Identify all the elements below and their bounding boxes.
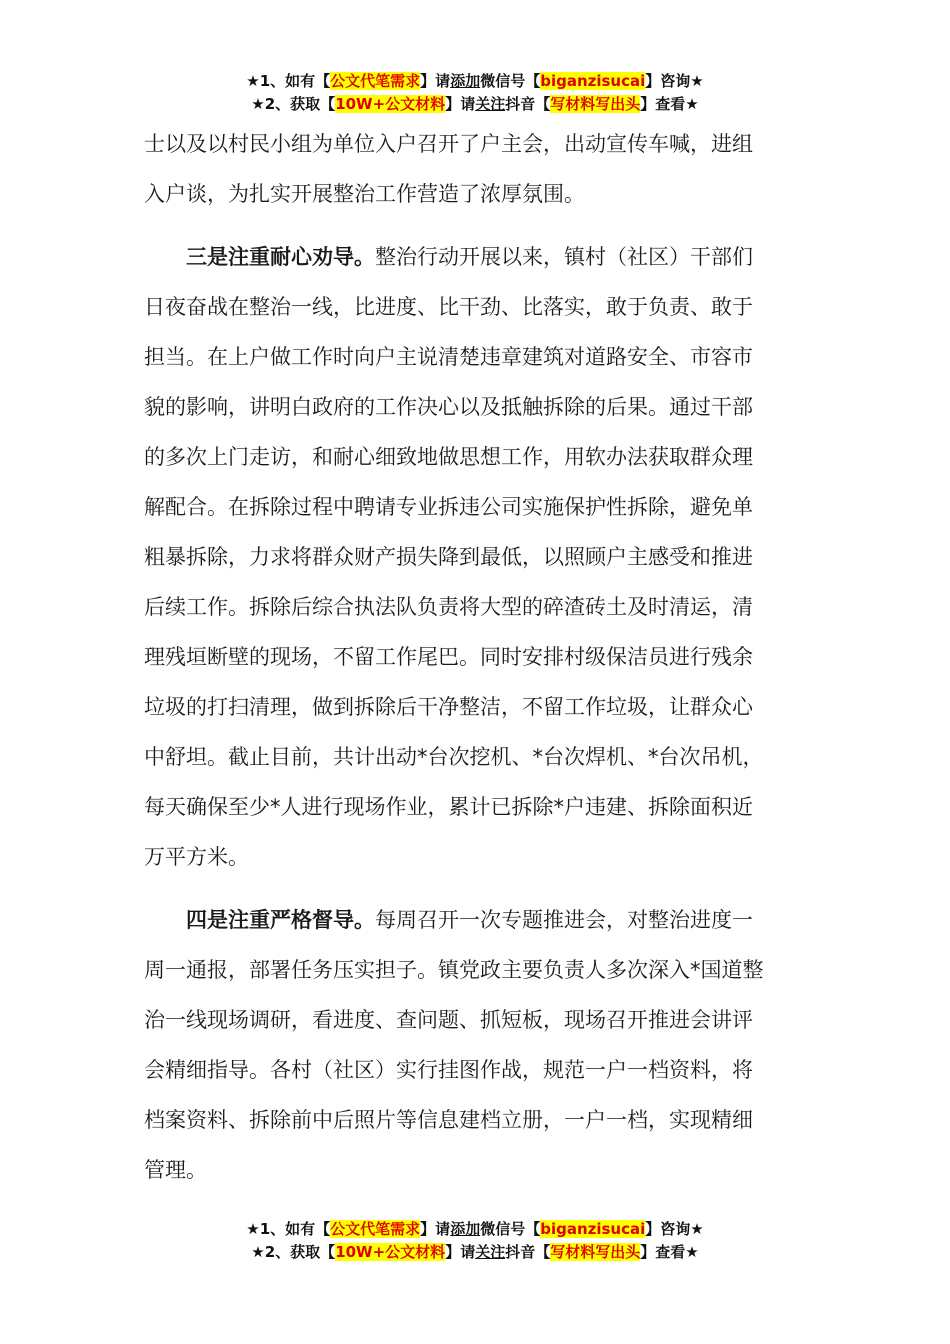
text-line: 士以及以村民小组为单位入户召开了户主会，出动宣传车喊，进组 (144, 132, 753, 156)
banner-highlight: 10W+公文材料 (335, 95, 446, 113)
banner-underline: 关注 (475, 95, 506, 113)
banner-text: 】咨询★ (645, 72, 704, 90)
paragraph-2 (144, 232, 808, 882)
top-banner (0, 70, 950, 116)
text-line: 后续工作。拆除后综合执法队负责将大型的碎渣砖土及时清运，清 (144, 595, 753, 619)
banner-text: ★1、如有【 (246, 72, 331, 90)
text-line: 理残垣断壁的现场，不留工作尾巴。同时安排村级保洁员进行残余 (144, 645, 753, 669)
banner-text: 】查看★ (640, 1243, 699, 1261)
banner-highlight: 10W+公文材料 (335, 1243, 446, 1261)
paragraph-lead: 三是注重耐心劝导。 (186, 245, 375, 269)
banner-text: 】请 (420, 1220, 451, 1238)
text-line: 担当。在上户做工作时向户主说清楚违章建筑对道路安全、市容市 (144, 345, 753, 369)
banner-highlight: 公文代笔需求 (330, 1220, 421, 1238)
text-line: 档案资料、拆除前中后照片等信息建档立册，一户一档，实现精细 (144, 1108, 753, 1132)
text-line (144, 232, 808, 282)
text-line: 治一线现场调研，看进度、查问题、抓短板，现场召开推进会讲评 (144, 1008, 753, 1032)
text-line-content: 每周召开一次专题推进会，对整治进度一 (375, 908, 753, 932)
banner-text: 】请 (445, 1243, 476, 1261)
text-line: 会精细指导。各村（社区）实行挂图作战，规范一户一档资料，将 (144, 1058, 753, 1082)
banner-text: 】咨询★ (645, 1220, 704, 1238)
text-line (144, 895, 808, 945)
banner-text: 微信号【 (480, 72, 541, 90)
banner-text: ★1、如有【 (246, 1220, 331, 1238)
banner-text: 】请 (445, 95, 476, 113)
banner-underline: 添加 (450, 1220, 481, 1238)
banner-text: 】查看★ (640, 95, 699, 113)
text-line: 每天确保至少*人进行现场作业，累计已拆除*户违建、拆除面积近 (144, 795, 753, 819)
banner-underline: 关注 (475, 1243, 506, 1261)
banner-line-2 (0, 1241, 950, 1264)
paragraph-3 (144, 895, 808, 1195)
banner-highlight: 写材料写出头 (550, 1243, 641, 1261)
text-line: 解配合。在拆除过程中聘请专业拆违公司实施保护性拆除，避免单 (144, 495, 753, 519)
paragraph-1 (144, 119, 808, 219)
banner-highlight: 公文代笔需求 (330, 72, 421, 90)
banner-line-1 (0, 1218, 950, 1241)
banner-text: 】请 (420, 72, 451, 90)
paragraph-lead: 四是注重严格督导。 (186, 908, 375, 932)
text-line: 万平方米。 (144, 845, 249, 869)
banner-underline: 添加 (450, 72, 481, 90)
text-line: 粗暴拆除，力求将群众财产损失降到最低，以照顾户主感受和推进 (144, 545, 753, 569)
text-line: 的多次上门走访，和耐心细致地做思想工作，用软办法获取群众理 (144, 445, 753, 469)
text-line-content: 整治行动开展以来，镇村（社区）干部们 (375, 245, 753, 269)
text-line: 貌的影响，讲明白政府的工作决心以及抵触拆除的后果。通过干部 (144, 395, 753, 419)
banner-line-2 (0, 93, 950, 116)
banner-text: 抖音【 (505, 1243, 551, 1261)
banner-highlight: 写材料写出头 (550, 95, 641, 113)
banner-text: 抖音【 (505, 95, 551, 113)
banner-text: ★2、获取【 (251, 95, 336, 113)
document-body (144, 119, 808, 1195)
text-line: 入户谈，为扎实开展整治工作营造了浓厚氛围。 (144, 182, 585, 206)
banner-text: 微信号【 (480, 1220, 541, 1238)
banner-line-1 (0, 70, 950, 93)
bottom-banner (0, 1218, 950, 1264)
text-line: 垃圾的打扫清理，做到拆除后干净整洁，不留工作垃圾，让群众心 (144, 695, 753, 719)
text-line: 管理。 (144, 1158, 207, 1182)
banner-text: ★2、获取【 (251, 1243, 336, 1261)
banner-highlight: biganzisucai (540, 1220, 646, 1238)
text-line: 周一通报，部署任务压实担子。镇党政主要负责人多次深入*国道整 (144, 958, 764, 982)
text-line: 中舒坦。截止目前，共计出动*台次挖机、*台次焊机、*台次吊机， (144, 745, 764, 769)
banner-highlight: biganzisucai (540, 72, 646, 90)
text-line: 日夜奋战在整治一线，比进度、比干劲、比落实，敢于负责、敢于 (144, 295, 753, 319)
